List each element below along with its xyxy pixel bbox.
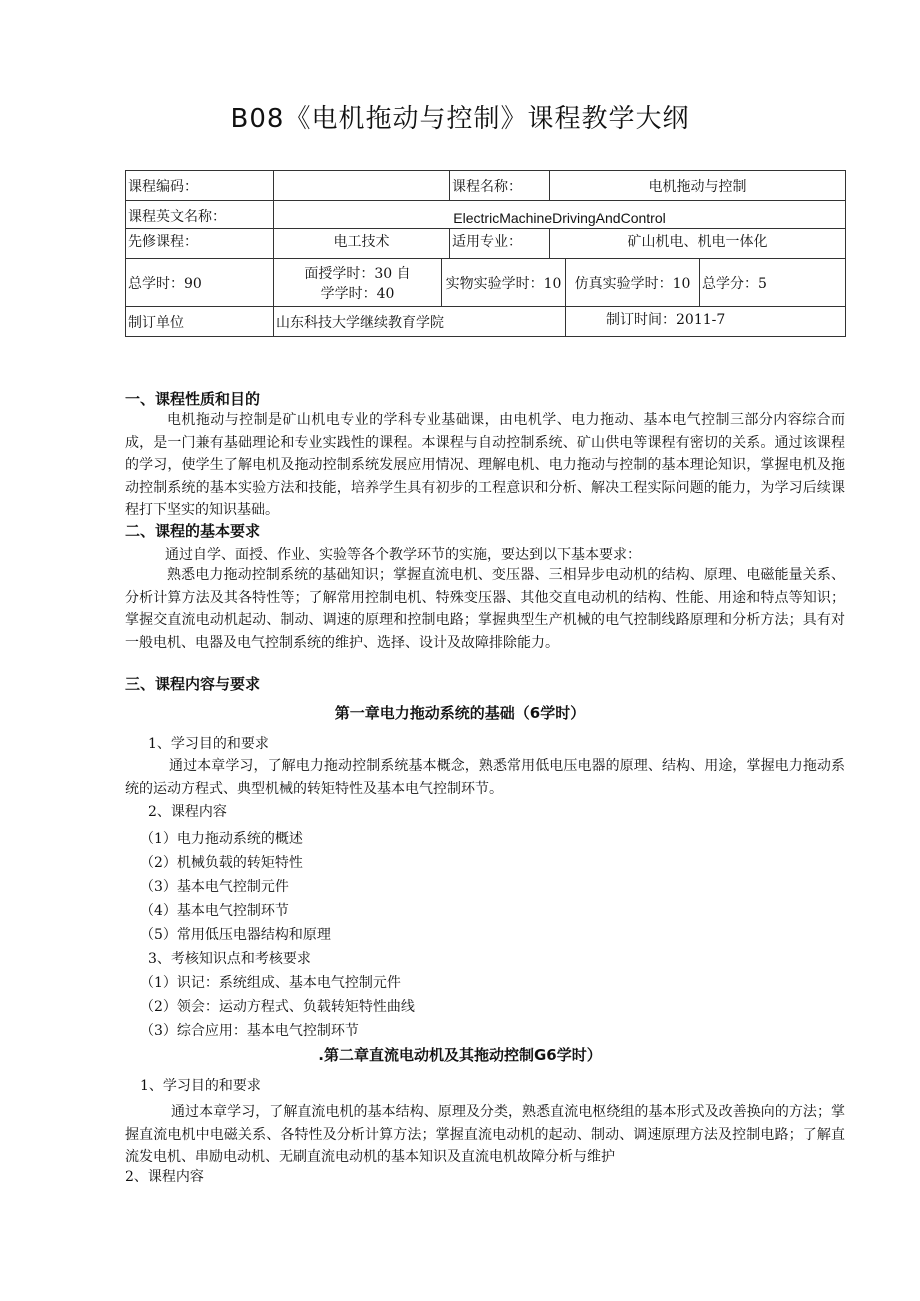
ch1-item: （3）基本电气控制元件 bbox=[140, 879, 289, 895]
name-value: 电机拖动与控制 bbox=[550, 171, 846, 201]
lab-hours: 实物实验学时：10 bbox=[442, 259, 566, 307]
credits: 总学分：5 bbox=[700, 259, 846, 307]
section-3-heading: 三、课程内容与要求 bbox=[125, 675, 261, 693]
ch1-exam-heading: 3、考核知识点和考核要求 bbox=[148, 951, 311, 967]
ch1-exam-item: （3）综合应用：基本电气控制环节 bbox=[140, 1023, 359, 1039]
en-label: 课程英文名称： bbox=[126, 201, 274, 229]
prereq-value: 电工技术 bbox=[274, 229, 450, 259]
unit-label: 制订单位 bbox=[126, 307, 274, 337]
ch1-item: （5）常用低压电器结构和原理 bbox=[140, 927, 331, 943]
ch2-content-heading: 2、课程内容 bbox=[125, 1169, 204, 1185]
section-2-heading: 二、课程的基本要求 bbox=[125, 522, 261, 540]
chapter-1-title: 第一章电力拖动系统的基础（6学时） bbox=[334, 704, 586, 722]
ch1-content-heading: 2、课程内容 bbox=[148, 804, 227, 820]
name-label: 课程名称： bbox=[450, 171, 550, 201]
ch1-item: （4）基本电气控制环节 bbox=[140, 903, 289, 919]
code-label: 课程编码： bbox=[126, 171, 274, 201]
section-2-intro: 通过自学、面授、作业、实验等各个教学环节的实施，要达到以下基本要求： bbox=[165, 547, 641, 563]
code-value bbox=[274, 171, 450, 201]
page-title: B08《电机拖动与控制》课程教学大纲 bbox=[230, 104, 690, 134]
sim-hours: 仿真实验学时：10 bbox=[566, 259, 700, 307]
course-info-table bbox=[125, 170, 846, 337]
section-2-paragraph: 熟悉电力拖动控制系统的基础知识；掌握直流电机、变压器、三相异步电动机的结构、原理、电磁能量关系、分析计算方法及其各特性等；了解常用控制电机、特殊变压器、其他交直电动机的结构、性能、用途和特点等知识；掌握交直流电动机起动、制动、调速的原理和控制电路；掌握典型生产机械的电气控制线路原理和分析方法；具有对一般电机、电器及电气控制系统的维护、选择、设计及故障排除能力。 bbox=[125, 567, 845, 651]
ch1-item: （2）机械负载的转矩特性 bbox=[140, 855, 303, 871]
major-value: 矿山机电、机电一体化 bbox=[550, 229, 846, 259]
lecture-hours: 面授学时：30 自学学时：40 bbox=[274, 259, 442, 307]
ch1-goal-heading: 1、学习目的和要求 bbox=[148, 736, 269, 752]
ch1-goal-text: 通过本章学习，了解电力拖动控制系统基本概念，熟悉常用低电压电器的原理、结构、用途，掌握电力拖动系统的运动方程式、典型机械的转矩特性及基本电气控制环节。 bbox=[125, 758, 845, 797]
en-value: ElectricMachineDrivingAndControl bbox=[274, 201, 846, 229]
ch1-item: （1）电力拖动系统的概述 bbox=[140, 831, 303, 847]
ch1-exam-item: （2）领会：运动方程式、负载转矩特性曲线 bbox=[140, 999, 415, 1015]
prereq-label: 先修课程： bbox=[126, 229, 274, 259]
chapter-2-title: .第二章直流电动机及其拖动控制G6学时） bbox=[318, 1046, 602, 1064]
section-1-heading: 一、课程性质和目的 bbox=[125, 390, 261, 408]
unit-value: 山东科技大学继续教育学院 bbox=[274, 307, 566, 337]
date: 制订时间：2011-7 bbox=[566, 307, 846, 337]
major-label: 适用专业： bbox=[450, 229, 550, 259]
total-hours: 总学时：90 bbox=[126, 259, 274, 307]
section-1-paragraph: 电机拖动与控制是矿山机电专业的学科专业基础课，由电机学、电力拖动、基本电气控制三部分内容综合而成，是一门兼有基础理论和专业实践性的课程。本课程与自动控制系统、矿山供电等课程有密切的关系。通过该课程的学习，使学生了解电机及拖动控制系统发展应用情况、理解电机、电力拖动与控制的基本理论知识，掌握电机及拖动控制系统的基本实验方法和技能，培养学生具有初步的工程意识和分析、解决工程实际问题的能力，为学习后续课程打下坚实的知识基础。 bbox=[125, 412, 845, 518]
ch2-goal-text: 通过本章学习，了解直流电机的基本结构、原理及分类，熟悉直流电枢绕组的基本形式及改善换向的方法；掌握直流电机中电磁关系、各特性及分析计算方法；掌握直流电动机的起动、制动、调速原理方法及控制电路；了解直流发电机、串励电动机、无刷直流电动机的基本知识及直流电机故障分析与维护 bbox=[125, 1104, 845, 1165]
ch1-exam-item: （1）识记：系统组成、基本电气控制元件 bbox=[140, 975, 401, 991]
ch2-goal-heading: 1、学习目的和要求 bbox=[140, 1078, 261, 1094]
